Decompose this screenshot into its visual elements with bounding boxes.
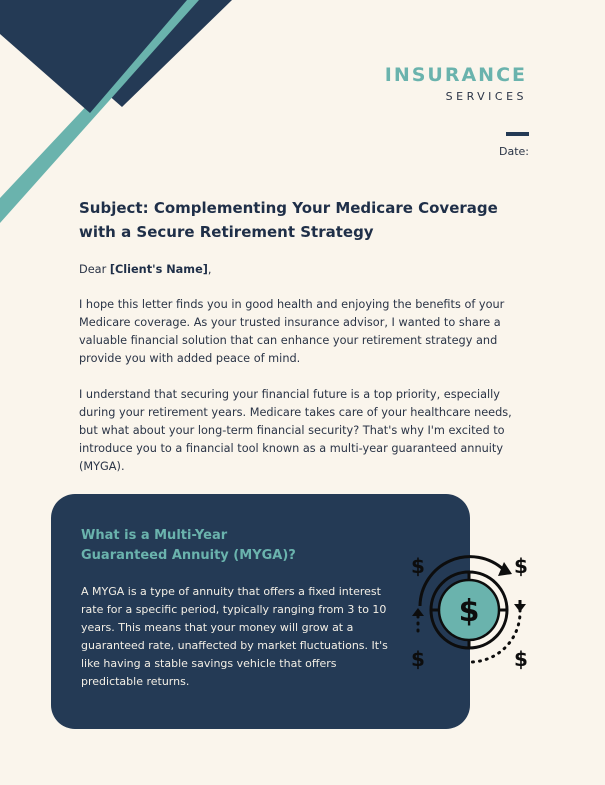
dollar-top-left-icon: $ — [411, 554, 425, 578]
date-label: Date: — [499, 145, 529, 158]
subject-line-2: with a Secure Retirement Strategy — [79, 223, 374, 241]
dollar-top-right-icon: $ — [514, 554, 528, 578]
money-clock-icon — [408, 546, 530, 671]
client-name: [Client's Name] — [109, 263, 208, 276]
salutation — [79, 261, 529, 279]
center-dollar-icon: $ — [458, 594, 480, 629]
subject-heading — [79, 196, 519, 244]
paragraph-intro: I hope this letter finds you in good health and enjoying the benefits of your Medicare coverage. As your trusted insurance advisor, I wanted to share a valuable financial solution that can enhance your retirement strategy and provide you with added peace of mind. — [79, 298, 505, 365]
brand-title: INSURANCE — [384, 64, 527, 86]
paragraph-security: I understand that securing your financial future is a top priority, especially during your retirement years. Medicare takes care of your healthcare needs, but what about your long-term financial security? That's why I'm excited to introduce you to a financial tool known as a multi-year guaranteed annuity (MYGA). — [79, 388, 512, 473]
salutation-prefix: Dear — [79, 263, 110, 276]
brand-subtitle: SERVICES — [445, 90, 527, 103]
dollar-bottom-right-icon: $ — [514, 647, 528, 671]
card-heading-line-2: Guaranteed Annuity (MYGA)? — [81, 548, 296, 563]
dollar-bottom-left-icon: $ — [411, 647, 425, 671]
card-text: A MYGA is a type of annuity that offers a fixed interest rate for a specific period, typically ranging from 3 to 10 years. This means that your money will grow at a guaranteed rate, unaffected by market fluctuations. It's like having a stable savings vehicle that offers predictable returns. — [81, 585, 388, 688]
subject-line-1: Subject: Complementing Your Medicare Coverage — [79, 199, 498, 217]
date-divider — [506, 132, 529, 136]
brand-block — [385, 64, 527, 103]
card-heading-line-1: What is a Multi-Year — [81, 528, 228, 543]
salutation-suffix: , — [207, 263, 212, 276]
card-heading — [81, 526, 341, 566]
